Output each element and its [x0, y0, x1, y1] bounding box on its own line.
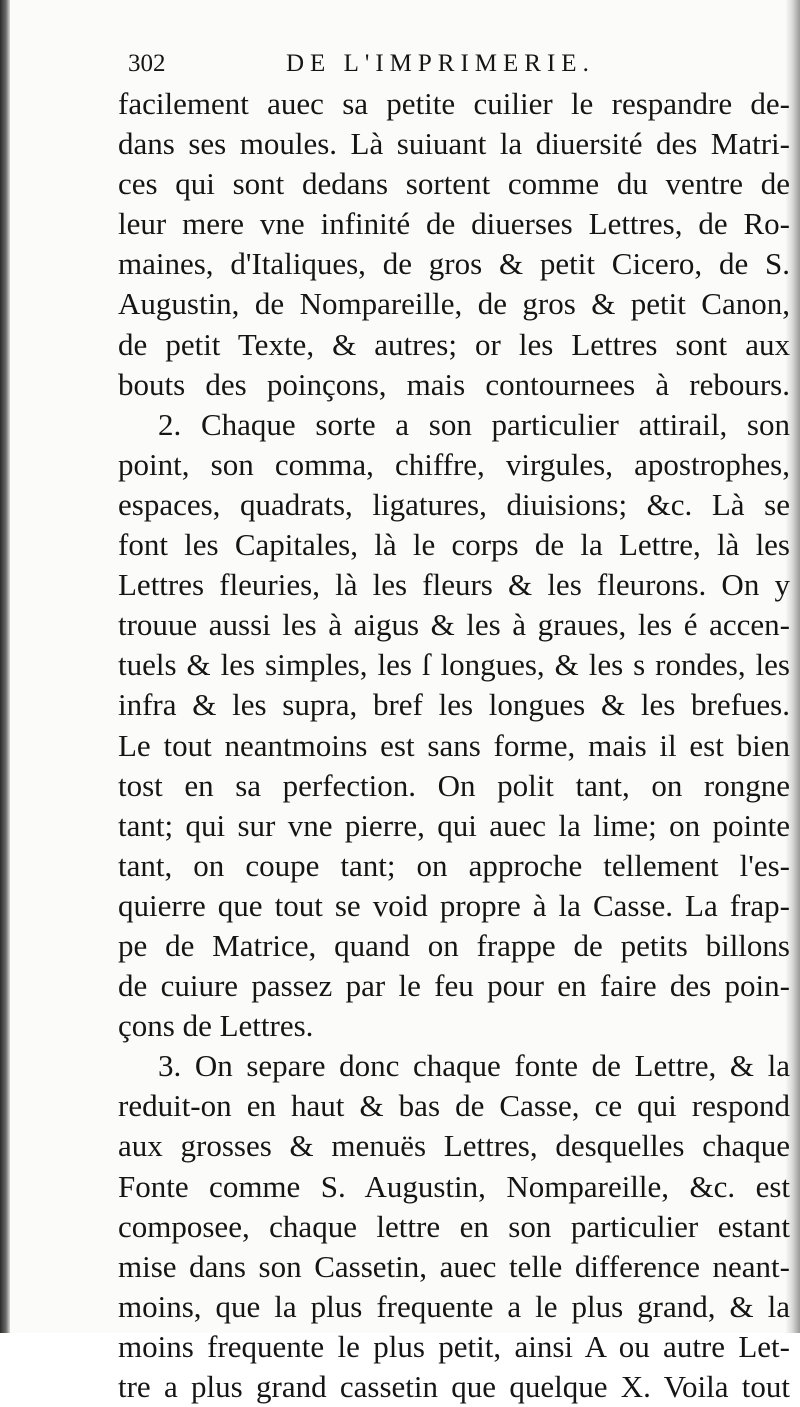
- text-line: moins frequente le plus petit, ainsi A ou autre Let-: [118, 1328, 790, 1364]
- paragraph-3-start: 3. On separe donc chaque fonte de Lettre, & la: [158, 1048, 790, 1084]
- text-line: espaces, quadrats, ligatures, diuisions; &c. Là se: [118, 486, 790, 522]
- text-line: point, son comma, chiffre, virgules, apostrophes,: [118, 446, 790, 482]
- text-line: tant; qui sur vne pierre, qui auec la lime; on pointe: [118, 807, 790, 843]
- text-line: font les Capitales, là le corps de la Lettre, là les: [118, 527, 790, 563]
- text-line: leur mere vne infinité de diuerses Lettres, de Ro-: [118, 206, 790, 242]
- text-line: de cuiure passez par le feu pour en faire des poin-: [118, 968, 790, 1004]
- text-line: Augustin, de Nompareille, de gros & petit Canon,: [118, 286, 790, 322]
- text-line: tant, on coupe tant; on approche tellement l'es-: [118, 847, 790, 883]
- text-line: Lettres fleuries, là les fleurs & les fleurons. On y: [118, 567, 790, 603]
- page-text-block: [118, 44, 790, 1407]
- text-line: tuels & les simples, les ſ longues, & les s rondes, les: [118, 647, 790, 683]
- text-line: trouue aussi les à aigus & les à graues, les é accen-: [118, 607, 790, 643]
- page-number: 302: [128, 50, 166, 77]
- text-line: pe de Matrice, quand on frappe de petits billons: [118, 927, 790, 963]
- text-line: Fonte comme S. Augustin, Nompareille, &c. est: [118, 1168, 790, 1204]
- text-line: mise dans son Cassetin, auec telle difference neant-: [118, 1248, 790, 1284]
- text-line: Le tout neantmoins est sans forme, mais il est bien: [118, 727, 790, 763]
- text-line: facilement auec sa petite cuilier le respandre de-: [118, 86, 790, 121]
- text-line: maines, d'Italiques, de gros & petit Cicero, de S.: [118, 246, 790, 282]
- text-line: composee, chaque lettre en son particulier estant: [118, 1208, 790, 1244]
- text-line: bouts des poinçons, mais contournees à rebours.: [118, 366, 790, 402]
- text-line: çons de Lettres.: [118, 1008, 314, 1044]
- running-title: DE L'IMPRIMERIE.: [286, 50, 595, 77]
- text-line: infra & les supra, bref les longues & les brefues.: [118, 687, 790, 723]
- text-line: dans ses moules. Là suiuant la diuersité des Matri-: [118, 126, 790, 162]
- running-head: [118, 44, 790, 84]
- paragraph-2-start: 2. Chaque sorte a son particulier attirail, son: [158, 406, 790, 442]
- text-line: de petit Texte, & autres; or les Lettres sont aux: [118, 326, 790, 362]
- text-line: quierre que tout se void propre à la Casse. La frap-: [118, 887, 790, 923]
- text-line: moins, que la plus frequente a le plus grand, & la: [118, 1288, 790, 1324]
- page-gutter-shadow: [0, 0, 10, 1333]
- text-line: reduit-on en haut & bas de Casse, ce qui respond: [118, 1088, 790, 1124]
- text-line: tost en sa perfection. On polit tant, on rongne: [118, 767, 790, 803]
- text-line: aux grosses & menuës Lettres, desquelles chaque: [118, 1128, 790, 1164]
- text-line: tre a plus grand cassetin que quelque X. Voila tout: [118, 1369, 790, 1404]
- text-line: ces qui sont dedans sortent comme du ventre de: [118, 166, 790, 202]
